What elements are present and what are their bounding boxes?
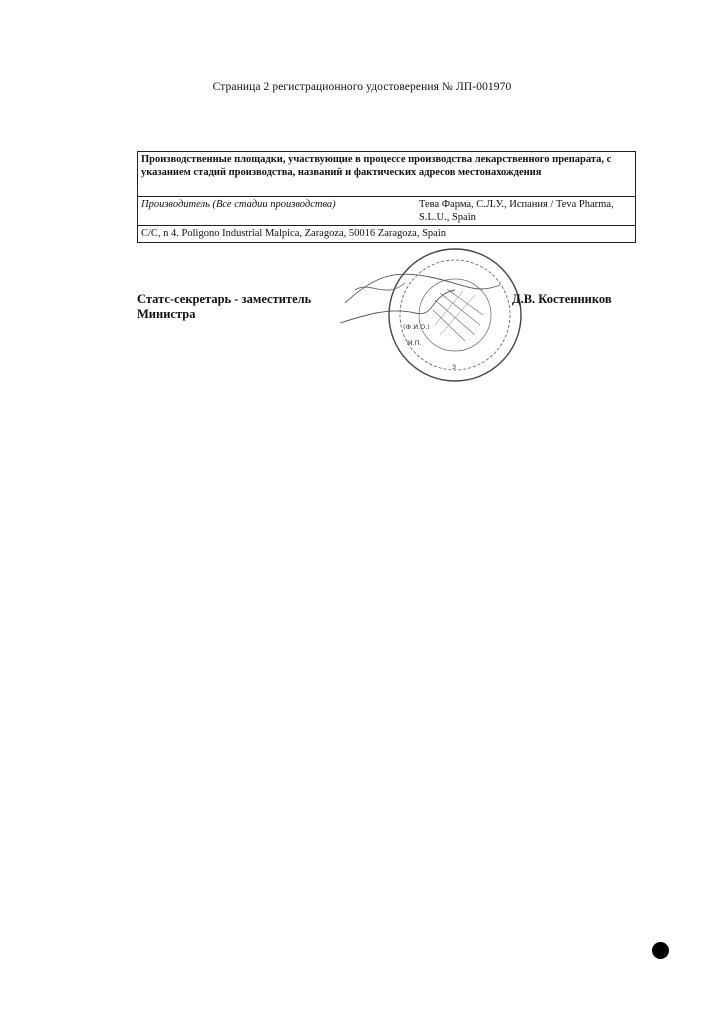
manufacturer-address-cell: C/C, n 4. Poligono Industrial Malpica, Zaragoza, 50016 Zaragoza, Spain <box>138 226 636 243</box>
official-stamp-seal <box>335 245 535 385</box>
signatory-name: Д.В. Костенников <box>512 292 612 306</box>
signatory-title-line1: Статс-секретарь - заместитель <box>137 292 312 306</box>
stamp-number: 3 <box>452 363 457 371</box>
manufacturer-role-cell: Производитель (Все стадии производства) <box>138 197 417 226</box>
signatory-title <box>137 292 311 322</box>
table-header-cell: Производственные площадки, участвующие в процессе производства лекарственного препарата, с указанием стадий производства, названий и фактических адресов местонахождения <box>138 152 636 197</box>
stamp-mp-label: М.П. <box>407 339 422 347</box>
page-header: Страница 2 регистрационного удостоверения № ЛП-001970 <box>212 81 512 93</box>
manufacturing-sites-table <box>137 151 636 243</box>
manufacturer-company-cell: Тева Фарма, С.Л.У., Испания / Teva Pharma, S.L.U., Spain <box>416 197 636 226</box>
stamp-fio-label: (Ф.И.О.) <box>403 323 430 331</box>
signatory-title-line2: Министра <box>137 307 196 321</box>
table-header-row <box>138 152 636 197</box>
table-row <box>138 197 636 226</box>
table-row <box>138 226 636 243</box>
black-dot-marker <box>652 942 669 959</box>
